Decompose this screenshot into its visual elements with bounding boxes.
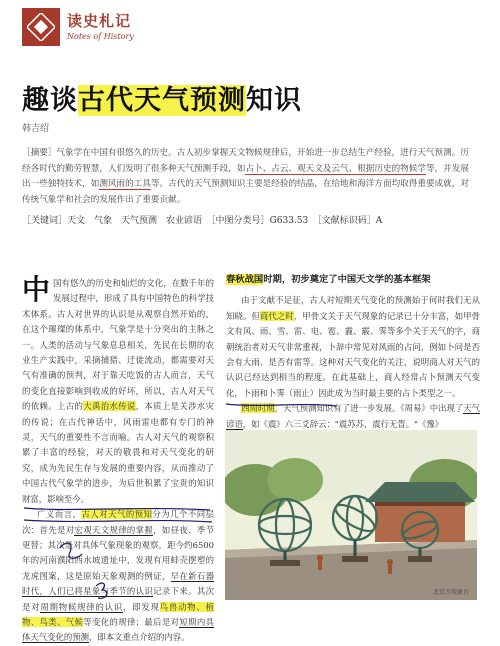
text-run: 等变化的规律；最后是对 [83, 616, 180, 627]
text-run: 记录下来。其次是对 [22, 586, 215, 612]
left-paragraph-1 [22, 273, 215, 507]
text-run: 广义而言， [37, 509, 82, 520]
underline-run: 早在新石器时代，人们已将星象与季节的认识 [22, 570, 215, 597]
highlight-shang: 商代之时 [259, 310, 294, 321]
highlight-dayu: 大禹治水传说 [83, 401, 136, 412]
clc-number: G633.53 [269, 216, 309, 226]
article-author: 韩吉绍 [22, 124, 50, 134]
keywords-items: 天文 气象 天气预测 农业谚语 [67, 216, 203, 226]
highlight-phenology: 鸟兽动物、植物、鸟类、气候 [22, 601, 215, 627]
column-subtitle: Notes of History [67, 32, 134, 41]
abstract-text: 气象学在中国有很悠久的历史。古人初步掌握天文物候规律后，开始进一步总结生产经验，进行天气预测。历经各时代的勤劳智慧，人们发明了很多种天气预测手段，如 [22, 148, 469, 174]
underline-run: 周期物候规律的认识 [40, 601, 124, 612]
column-logo-icon [22, 8, 60, 46]
doc-code: A [375, 216, 383, 226]
text-run: ，即发现 [123, 601, 160, 612]
title-highlight: 古代天气预测 [78, 85, 246, 116]
section-heading-text: 时期，初步奠定了中国天文学的基本框架 [263, 274, 431, 285]
text-run: 分为几个不同层次：首先是对 [22, 509, 215, 535]
right-column [226, 272, 480, 432]
section-heading-highlight: 春秋战国 [226, 274, 264, 285]
right-paragraph-2 [226, 401, 480, 432]
text-run: ，本质上是关涉水灾的传说；在古代神话中，风雨雷电都有专门的神灵，天气的重要性不言而喻。古人对天气的观察积累了丰富的经验，对天的敬畏和对天气变化的研究，成为先民生存与发展的重要内容，从而推动了中国古代气象学的进步，为后世积累了宝贵的知识财富，影响至今。 [22, 401, 215, 504]
section-heading [226, 272, 480, 287]
highlight-west-zhou: 西周时期 [241, 403, 275, 414]
drop-cap: 中 [22, 273, 51, 306]
right-paragraph-1 [226, 293, 480, 401]
title-part: 趣谈 [22, 85, 78, 116]
text-run: ，如《震》六三爻辞云："震苏苏，震行无眚。"《豫》 [242, 418, 444, 429]
column-name: 读史札记 [67, 12, 132, 30]
illustration-caption: 北京古观象台 [432, 589, 469, 596]
doc-code-label: ［文献标识码］ [317, 216, 376, 226]
highlight-weather: 古人对天气的预知 [81, 509, 153, 520]
text-run: 国有悠久的历史和灿烂的文化，在数千年的发展过程中，形成了具有中国特色的科学技术体系。古人对世界的认识是从观察自然开始的，在这个璀璨的体系中，气象学是十分突出的主脉之一。人类的活动与气象息息相关，先民在长期的农业生产实践中，采摘捕猎、迁徙流动，都需要对天气有准确的预判，对于靠天吃饭的古人而言，天气的变化直接影响到收成的好坏，所以，古人对天气的依赖。上古的 [22, 278, 214, 412]
underline-run: 天气谚语 [226, 403, 481, 429]
text-run: ，如昼夜、季节更替；其次是对具体气象现象的观察。距今约6500年的河南濮阳西水坡遗址中，发现有用蚌壳摆塑的龙虎图案，这是原始天象观测的例证， [22, 524, 215, 581]
keywords-label: ［关键词］ [22, 216, 68, 226]
article-title [22, 78, 302, 117]
text-run: ，甲骨文关于天气现象的记录已十分丰富，如甲骨文有风、雨、雪、雷、电、雹、霾、霰、霁等多个关于天气的字，商朝统治者对天气非常重视，卜辞中常见对风雨的占问，例如卜问是否会有大雨、是否有雷等。这种对天气变化的关注，说明商人对天气的认识已经达到相当的程度。在此基础上，商人经常占卜预测天气变化，卜雨和卜霁（雨止）因此成为当时最主要的占卜类型之一。 [226, 310, 481, 398]
text-run: ，天气预测知识有了进一步发展。《周易》中出现了 [274, 403, 464, 414]
abstract-underline: 根据历史的物候学 [357, 163, 426, 174]
abstract-underline: 占卜、占云、观天文及云气、 [245, 163, 358, 174]
abstract-label: ［摘要］ [22, 148, 57, 158]
text-run: 由于文献不足征，古人对短期天气变化的预测始于何时我们无从知晓。但 [226, 295, 480, 321]
abstract-text: 等。古代的天气预测知识主要是经验的结晶，在给地和海洋方面均取得重要成就，对传统气象学和社会的发展作出了重要贡献。 [22, 179, 469, 205]
observatory-illustration [225, 430, 477, 600]
observatory-image [225, 430, 477, 600]
left-paragraph-2 [22, 507, 214, 646]
keywords-line [22, 213, 482, 226]
text-run: ，即本文重点介绍的内容。 [89, 632, 190, 643]
underline-run: 宏观天文规律的掌握 [74, 524, 154, 535]
abstract [22, 146, 474, 208]
title-part: 知识 [246, 85, 302, 116]
abstract-underline: 测风雨的工具 [99, 179, 151, 190]
left-column [22, 273, 215, 646]
clc-label: ［中图分类号］ [211, 216, 270, 226]
abstract-text: 等，并发展出一些独特技术，如 [22, 163, 469, 190]
underline-run: 短期内具体天气变化的预测 [22, 616, 215, 643]
column-header [22, 6, 172, 50]
